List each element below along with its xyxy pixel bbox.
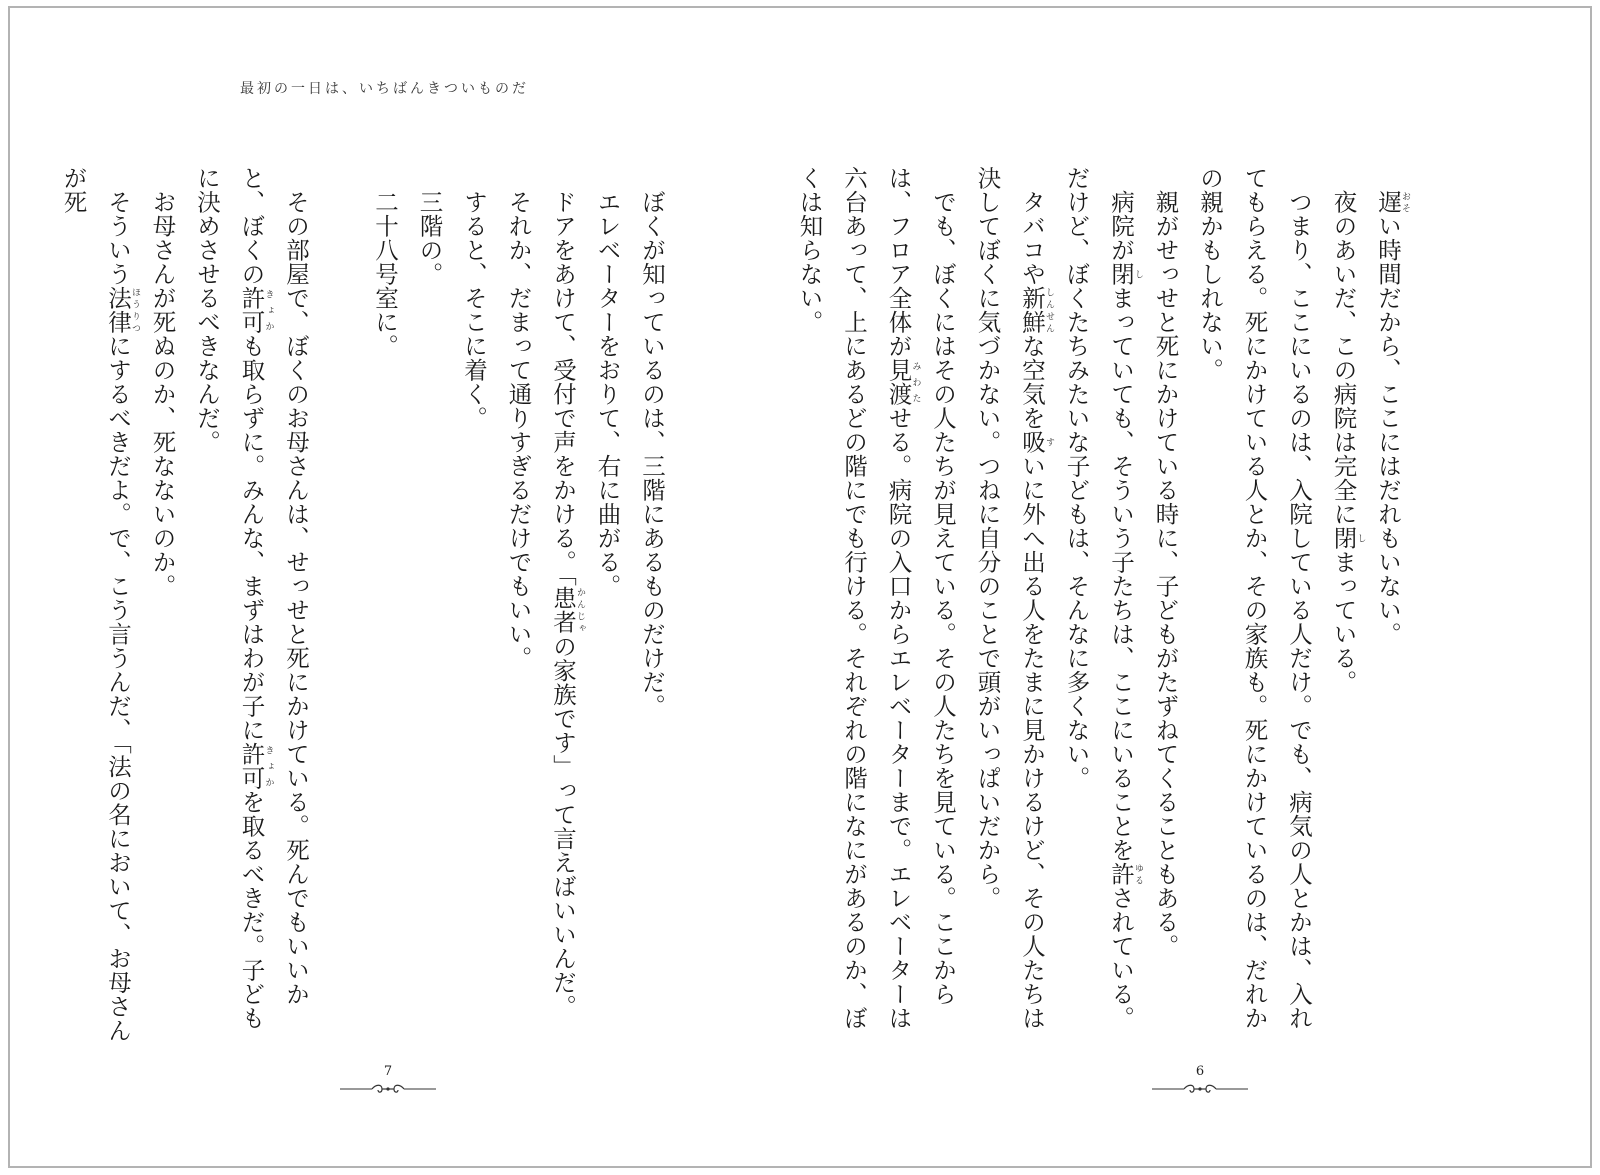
paragraph: 二十八号室に。 xyxy=(371,189,399,358)
ruby-word: 閉し xyxy=(1107,261,1143,286)
paragraph: お母さんが死ぬのか、死なないのか。 xyxy=(148,189,177,598)
ruby-word: 患者かんじゃ xyxy=(549,585,585,634)
page-number: 7 xyxy=(383,1064,393,1079)
ornament-icon xyxy=(1150,1082,1250,1096)
paragraph: 夜のあいだ、この病院は完全に閉しまっている。 xyxy=(1329,189,1366,694)
paragraph: タバコや新鮮しんせんな空気を吸すいに外へ出る人をたまに見かけるけど、その人たちは決してぼくに気づかない。つねに自分のことで頭がいっぱいだから。 xyxy=(973,166,1054,1030)
paragraph: 病院が閉しまっていても、そういう子たちは、ここにいることを許ゆるされている。だけど、ぼくたちみたいな子どもは、そんなに多くない。 xyxy=(1062,166,1143,1030)
paragraph: エレベーターをおりて、右に曲がる。 xyxy=(593,189,622,598)
ornament-icon xyxy=(338,1082,438,1096)
paragraph: そういう法律ほうりつにするべきだよ。で、こう言うんだ、「法の名において、お母さんが死 xyxy=(59,166,140,1042)
ruby-word: 許可きょか xyxy=(237,742,274,790)
ruby-word: 閉し xyxy=(1329,525,1366,550)
paragraph: 遅おそい時間だから、ここにはだれもいない。 xyxy=(1374,189,1410,646)
page-number-right xyxy=(1140,1064,1260,1096)
paragraph: でも、ぼくにはその人たちが見えている。その人たちを見ている。ここからは、フロア全体が見渡みわたせる。病院の入口からエレベーターまで。エレベーターは六台あって、上にあるどの階にでも行ける。それぞれの階になにがあるのか、ぼくは知らない。 xyxy=(795,166,957,1030)
page-number-left xyxy=(328,1064,448,1096)
paragraph: その部屋で、ぼくのお母さんは、せっせと死にかけている。死んでもいいかと、ぼくの許可きょかも取らずに。みんな、まずはわが子に許可きょかを取るべきだ。子どもに決めさせるべきなんだ。 xyxy=(193,166,310,1030)
ruby-word: 見渡みわた xyxy=(884,358,921,406)
paragraph: すると、そこに着く。 xyxy=(460,189,488,430)
left-page-text xyxy=(59,166,674,1046)
ruby-word: 許ゆる xyxy=(1107,861,1143,886)
paragraph: ぼくが知っているのは、三階にあるものだけだ。 xyxy=(638,189,666,718)
ruby-word: 新鮮しんせん xyxy=(1018,285,1054,334)
paragraph: それか、だまって通りすぎるだけでもいい。 xyxy=(504,189,533,670)
paragraph: 三階の。 xyxy=(415,189,444,286)
ruby-word: 吸す xyxy=(1018,429,1054,454)
paragraph: 親がせっせと死にかけている時に、子どもがたずねてくることもある。 xyxy=(1151,189,1180,958)
ruby-word: 許可きょか xyxy=(237,286,274,334)
page-number: 6 xyxy=(1195,1064,1205,1079)
running-title: 最初の一日は、いちばんきついものだ xyxy=(240,81,529,97)
paragraph: つまり、ここにいるのは、入院している人だけ。でも、病気の人とかは、入れてもらえる。死にかけている人とか、その家族も。死にかけているのは、だれかの親かもしれない。 xyxy=(1196,166,1313,1030)
book-spread xyxy=(8,6,1592,1168)
right-page-text xyxy=(795,166,1410,1046)
ruby-word: 遅おそ xyxy=(1374,189,1410,214)
paragraph: ドアをあけて、受付で声をかける。「患者かんじゃの家族です」って言えばいいんだ。 xyxy=(549,189,585,1018)
ruby-word: 法律ほうりつ xyxy=(104,285,140,334)
